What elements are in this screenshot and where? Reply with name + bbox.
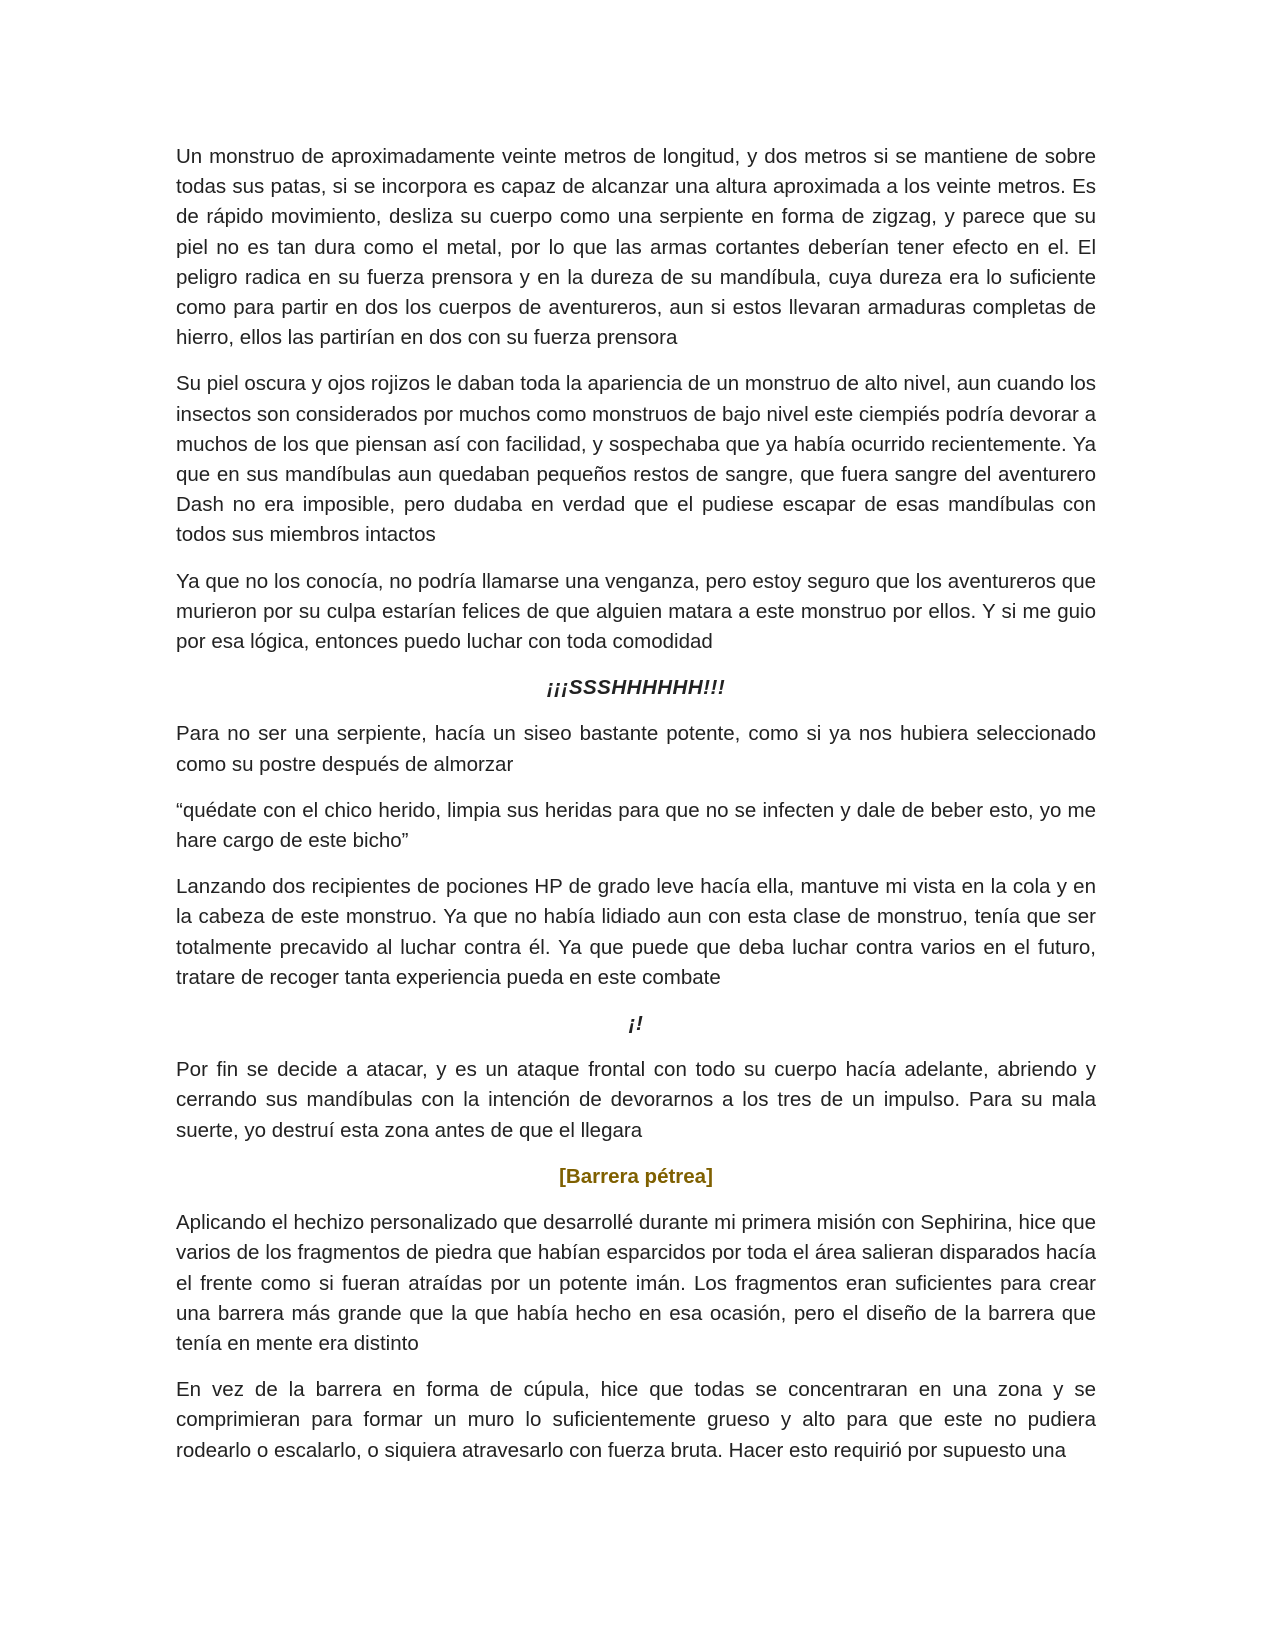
spell-name: [Barrera pétrea] (559, 1164, 713, 1188)
document-page (176, 142, 1096, 1482)
paragraph-monster-description: Un monstruo de aproximadamente veinte metros de longitud, y dos metros si se mantiene de sobre todas sus patas, si se incorpora es capaz de alcanzar una altura aproximada a los veinte metros. Es de rápido movimiento, desliza su cuerpo como una serpiente en forma de zigzag, y parece que su piel no es tan dura como el metal, por lo que las armas cortantes deberían tener efecto en el. El peligro radica en su fuerza prensora y en la dureza de su mandíbula, cuya dureza era lo suficiente como para partir en dos los cuerpos de aventureros, aun si estos llevaran armaduras completas de hierro, ellos las partirían en dos con su fuerza prensora (176, 145, 1096, 350)
paragraph-revenge: Ya que no los conocía, no podría llamarse una venganza, pero estoy seguro que los aventureros que murieron por su culpa estarían felices de que alguien matara a este monstruo por ellos. Y si me guio por esa lógica, entonces puedo luchar con toda comodidad (176, 569, 1096, 654)
sound-effect-hiss: ¡¡¡SSSHHHHHH!!! (546, 676, 726, 700)
paragraph-spell: Aplicando el hechizo personalizado que desarrollé durante mi primera misión con Sephirina, hice que varios de los fragmentos de piedra que habían esparcidos por toda el área salieran disparados hacía el frente como si fueran atraídas por un potente imán. Los fragmentos eran suficientes para crear una barrera más grande que la que había hecho en esa ocasión, pero el diseño de la barrera que tenía en mente era distinto (176, 1211, 1096, 1355)
sound-effect-exclaim: ¡! (628, 1012, 644, 1036)
dialogue-line: “quédate con el chico herido, limpia sus heridas para que no se infecten y dale de beber esto, yo me hare cargo de este bicho” (176, 798, 1096, 853)
paragraph-attack: Por fin se decide a atacar, y es un ataque frontal con todo su cuerpo hacía adelante, abriendo y cerrando sus mandíbulas con la intención de devorarnos a los tres de un impulso. Para su mala suerte, yo destruí esta zona antes de que el llegara (176, 1058, 1096, 1142)
paragraph-potions: Lanzando dos recipientes de pociones HP de grado leve hacía ella, mantuve mi vista en la cola y en la cabeza de este monstruo. Ya que no había lidiado aun con esta clase de monstruo, tenía que ser totalmente precavido al luchar contra él. Ya que puede que deba luchar contra varios en el futuro, tratare de recoger tanta experiencia pueda en este combate (176, 875, 1096, 989)
paragraph-wall: En vez de la barrera en forma de cúpula, hice que todas se concentraran en una zona y se comprimieran para formar un muro lo suficientemente grueso y alto para que este no pudiera rodearlo o escalarlo, o siquiera atravesarlo con fuerza bruta. Hacer esto requirió por supuesto una (176, 1378, 1096, 1462)
paragraph-monster-appearance: Su piel oscura y ojos rojizos le daban toda la apariencia de un monstruo de alto nivel, aun cuando los insectos son considerados por muchos como monstruos de bajo nivel este ciempiés podría devorar a muchos de los que piensan así con facilidad, y sospechaba que ya había ocurrido recientemente. Ya que en sus mandíbulas aun quedaban pequeños restos de sangre, que fuera sangre del aventurero Dash no era imposible, pero dudaba en verdad que el pudiese escapar de esas mandíbulas con todos sus miembros intactos (176, 372, 1096, 547)
paragraph-hiss: Para no ser una serpiente, hacía un siseo bastante potente, como si ya nos hubiera seleccionado como su postre después de almorzar (176, 722, 1096, 776)
